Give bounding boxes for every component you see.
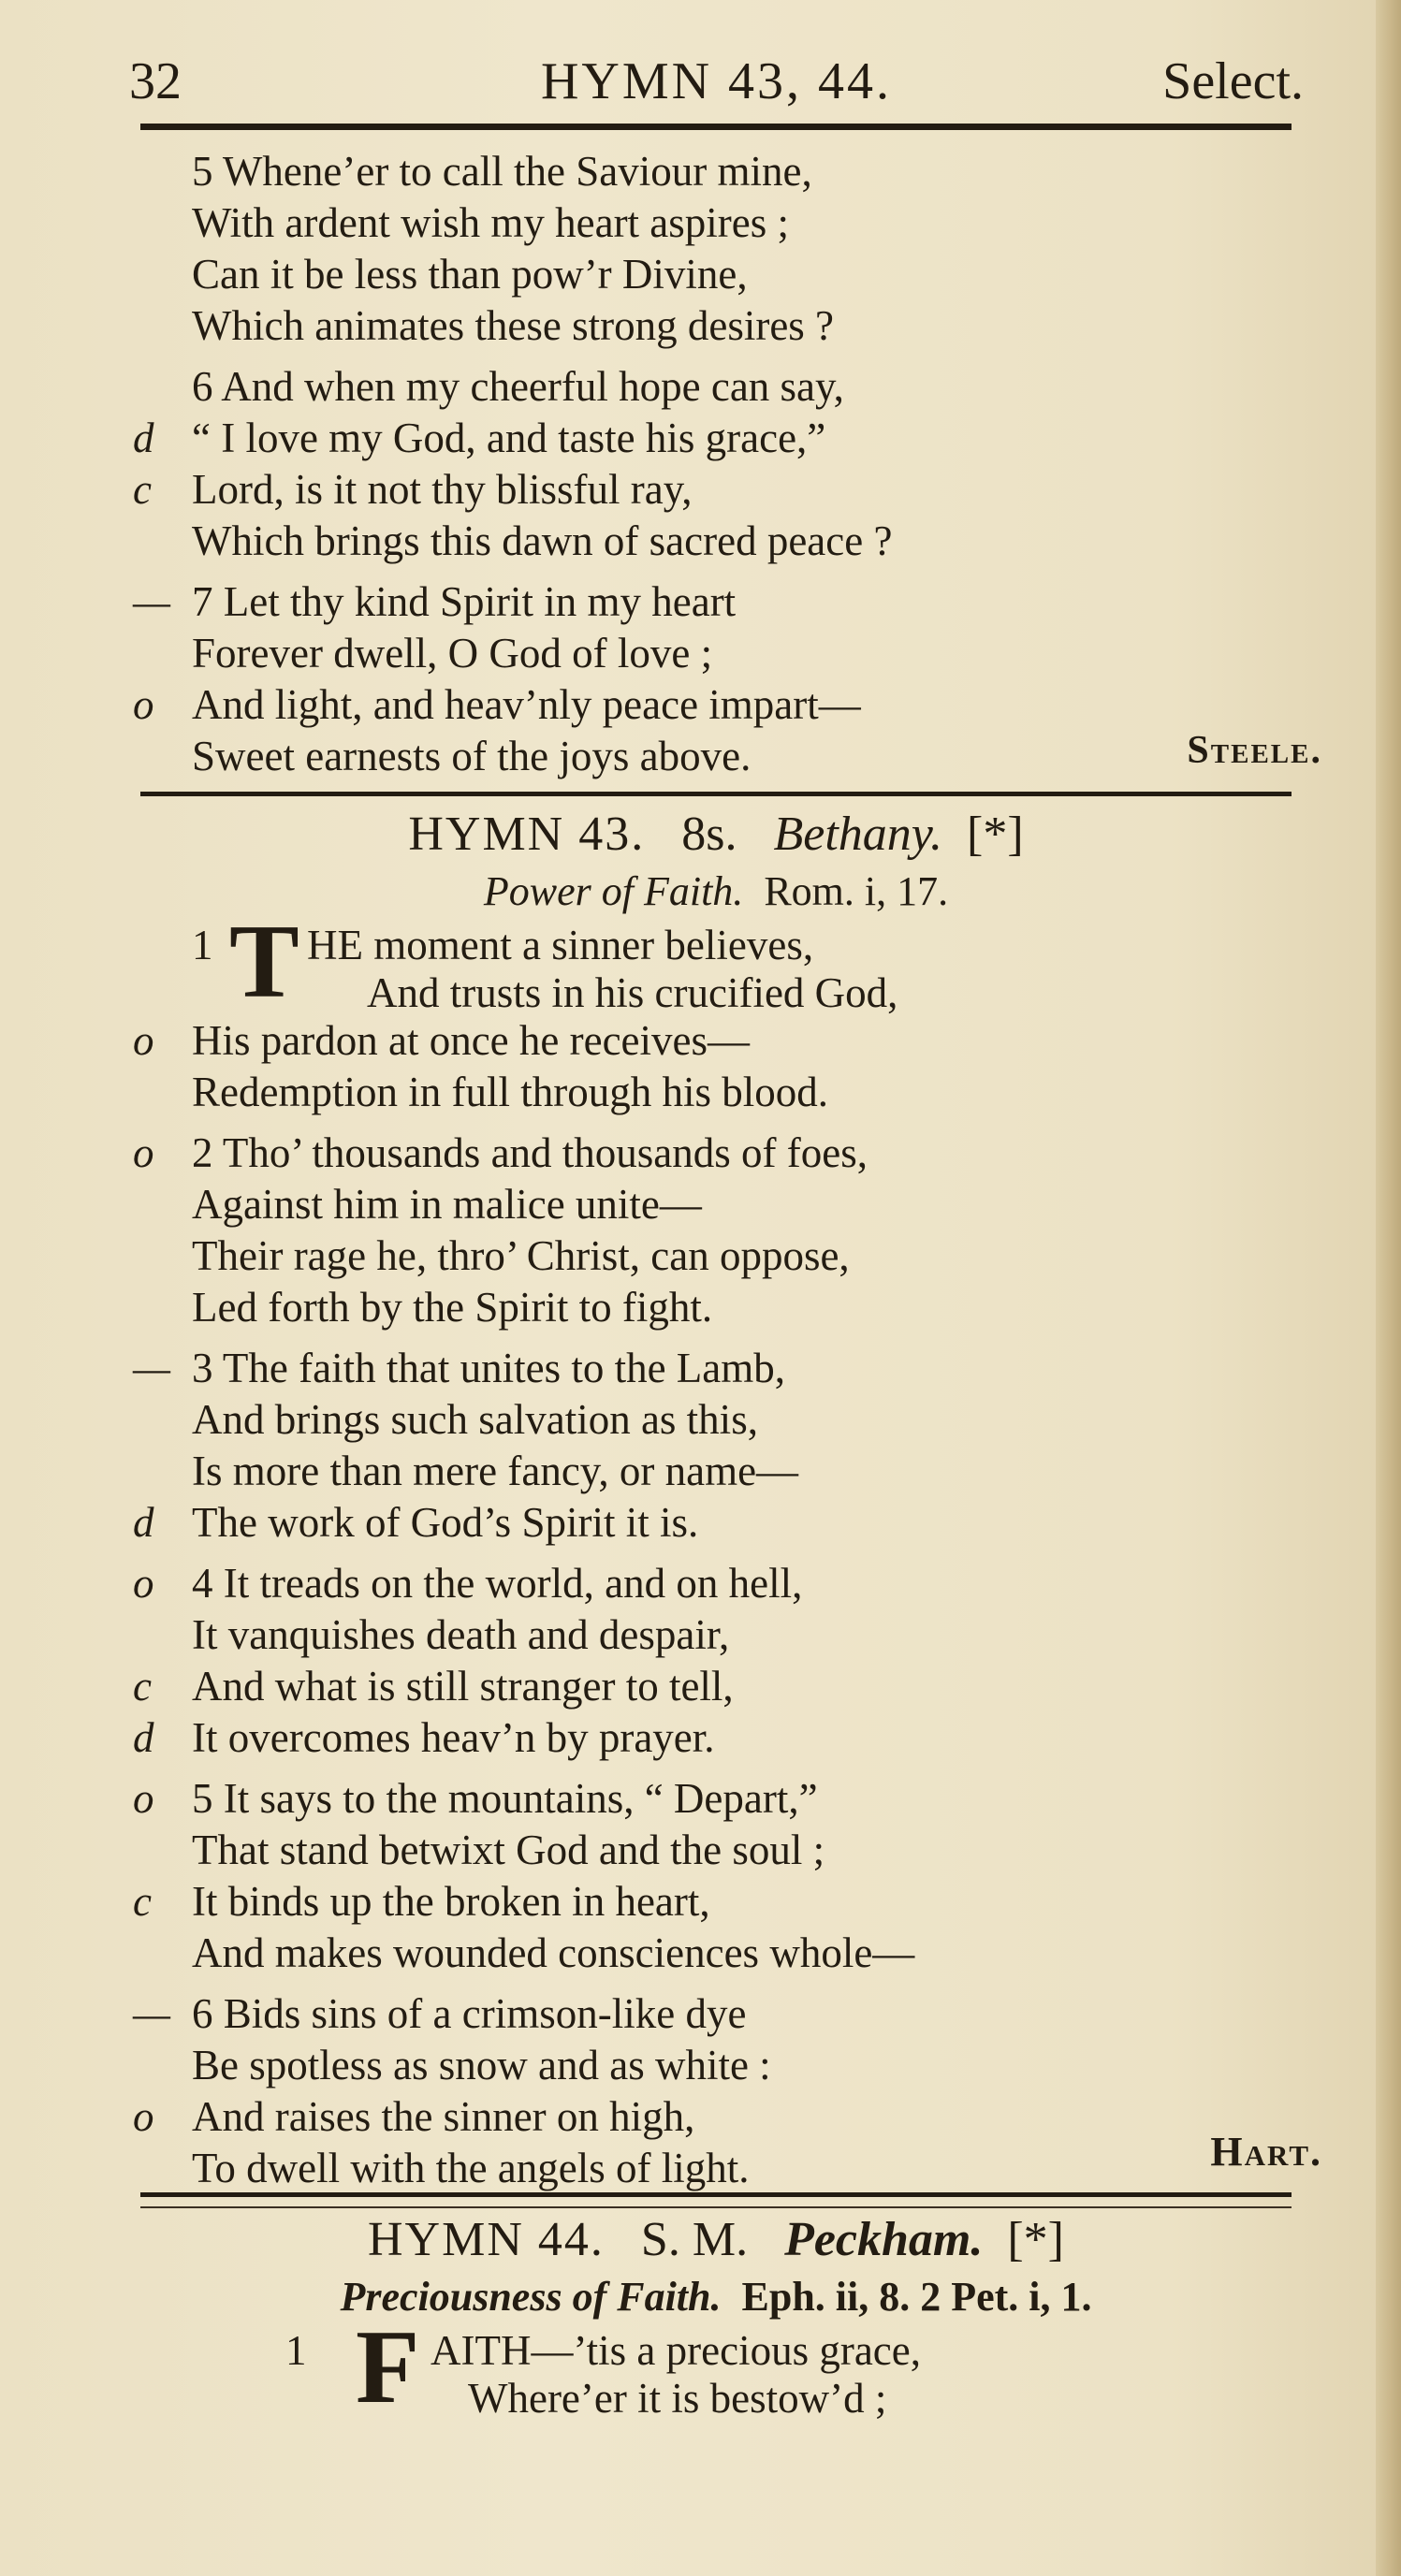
verse-line: [0, 2039, 1376, 2091]
verse-text: To dwell with the angels of light.: [192, 2145, 750, 2191]
verse-line: [0, 1772, 1376, 1825]
hymn44-reference: Eph. ii, 8. 2 Pet. i, 1.: [741, 2274, 1092, 2320]
hymn43-reference: Rom. i, 17.: [764, 868, 949, 914]
verse-text: Be spotless as snow and as white :: [192, 2042, 771, 2088]
verse-text: The work of God’s Spirit it is.: [192, 1499, 699, 1546]
verse-line: [0, 627, 1376, 679]
verse-line: [0, 1496, 1376, 1549]
verse-line: [0, 360, 1376, 413]
verse-line: [0, 1178, 1376, 1230]
expression-mark: d: [133, 1499, 154, 1546]
verse-text: And what is still stranger to tell,: [192, 1663, 734, 1710]
verse-text: Lord, is it not thy blissful ray,: [192, 466, 693, 513]
verse-line: [0, 1127, 1376, 1179]
expression-mark: d: [133, 1714, 154, 1761]
verse-text: 7 Let thy kind Spirit in my heart: [192, 578, 737, 625]
expression-mark: d: [133, 415, 154, 461]
verse-line: [0, 1445, 1376, 1497]
expression-mark: o: [133, 1129, 154, 1176]
verse-text: Is more than mere fancy, or name—: [192, 1448, 799, 1494]
hymn44-flag: [*]: [1007, 2213, 1064, 2266]
running-title: HYMN 43, 44.: [540, 52, 893, 110]
verse-text: And brings such salvation as this,: [192, 1396, 758, 1443]
verse-text: 5 Whene’er to call the Saviour mine,: [192, 148, 812, 195]
verse-line: [0, 299, 1376, 352]
hymn43-second-line: And trusts in his crucified God,: [367, 969, 898, 1016]
header-rule: [140, 124, 1292, 130]
verse-text: And raises the sinner on high,: [192, 2093, 695, 2140]
verse-text: It overcomes heav’n by prayer.: [192, 1714, 715, 1761]
hymn44-second-line-wrap: [0, 2372, 1376, 2424]
expression-mark: o: [133, 2093, 154, 2140]
verse-line: [0, 678, 1376, 731]
verse-text: 4 It treads on the world, and on hell,: [192, 1560, 803, 1607]
hymn43-heading: [140, 807, 1292, 863]
section-label: Select.: [1162, 52, 1304, 110]
verse-line: [0, 1660, 1376, 1712]
verse-text: And light, and heav’nly peace impart—: [192, 681, 861, 728]
verse-text: Sweet earnests of the joys above.: [192, 733, 752, 779]
verse-text: Can it be less than pow’r Divine,: [192, 251, 748, 298]
verse-text: Their rage he, thro’ Christ, can oppose,: [192, 1232, 850, 1279]
hymn43-first-line-wrap: [0, 919, 1376, 971]
hymn43-meter: 8s.: [681, 808, 737, 861]
expression-mark: o: [133, 1560, 154, 1607]
verse-line: [0, 1987, 1376, 2040]
verse-text: Against him in malice unite—: [192, 1181, 702, 1228]
verse-line: [0, 1230, 1376, 1282]
hymn43-second-line-wrap: [0, 967, 1376, 1019]
verse-line: [0, 575, 1376, 628]
verse-text: 5 It says to the mountains, “ Depart,”: [192, 1775, 818, 1822]
verse-line: [0, 1066, 1376, 1118]
expression-mark: —: [133, 1345, 171, 1391]
hymn44-dropcap: F: [356, 2309, 420, 2425]
hymn44-stanza-number: 1: [285, 2327, 307, 2374]
verse-line: [0, 463, 1376, 516]
hymn43-tune: Bethany.: [773, 808, 943, 861]
hymn44-number: HYMN 44.: [368, 2213, 605, 2266]
hymn43-flag: [*]: [967, 808, 1024, 861]
expression-mark: c: [133, 1663, 152, 1710]
hymn44-tune: Peckham.: [784, 2213, 984, 2266]
verse-text: Which animates these strong desires ?: [192, 302, 835, 349]
verse-line: [0, 1281, 1376, 1333]
verse-text: 6 Bids sins of a crimson-like dye: [192, 1990, 747, 2037]
verse-line: [0, 1342, 1376, 1394]
hymn44-topic: Preciousness of Faith.: [340, 2274, 722, 2320]
hymn43-topic: Power of Faith.: [483, 868, 744, 914]
hymn44-first-line: AITH—’tis a precious grace,: [431, 2327, 921, 2374]
verse-text: Which brings this dawn of sacred peace ?: [192, 517, 893, 564]
expression-mark: c: [133, 466, 152, 513]
verse-line: [0, 1557, 1376, 1609]
verse-line: [0, 1824, 1376, 1876]
page-number: 32: [129, 52, 182, 110]
verse-line: [0, 2090, 1376, 2143]
verse-line: [0, 412, 1376, 464]
verse-line: [0, 196, 1376, 249]
verse-line: [0, 1393, 1376, 1446]
verse-line: [0, 1875, 1376, 1928]
verse-line: [0, 1927, 1376, 1979]
verse-text: With ardent wish my heart aspires ;: [192, 199, 790, 246]
hymn-prev-author: Steele.: [1187, 729, 1322, 772]
hymn44-first-line-wrap: [0, 2324, 1376, 2377]
verse-line: [0, 515, 1376, 567]
hymn44-heading: [140, 2212, 1292, 2268]
page-edge: [1376, 0, 1401, 2576]
hymn43-dropcap: T: [229, 904, 299, 1020]
verse-text: Redemption in full through his blood.: [192, 1069, 828, 1115]
verse-text: Forever dwell, O God of love ;: [192, 630, 713, 677]
verse-text: It vanquishes death and despair,: [192, 1611, 730, 1658]
expression-mark: —: [133, 1990, 171, 2037]
expression-mark: o: [133, 1775, 154, 1822]
verse-text: 3 The faith that unites to the Lamb,: [192, 1345, 786, 1391]
verse-line: [0, 1608, 1376, 1661]
section-rule-2-thin: [140, 2206, 1292, 2208]
hymn43-subheading: [140, 866, 1292, 917]
expression-mark: o: [133, 681, 154, 728]
expression-mark: —: [133, 578, 171, 625]
verse-line: [0, 248, 1376, 300]
section-rule-2: [140, 2192, 1292, 2197]
verse-text: Led forth by the Spirit to fight.: [192, 1284, 713, 1331]
hymn43-author: Hart.: [1210, 2129, 1322, 2175]
verse-text: And makes wounded consciences whole—: [192, 1929, 915, 1976]
section-rule: [140, 792, 1292, 796]
hymn43-stanza-number: 1: [192, 922, 213, 968]
verse-text: It binds up the broken in heart,: [192, 1878, 710, 1925]
verse-line: [0, 2142, 1376, 2194]
hymn44-second-line: Where’er it is bestow’d ;: [468, 2375, 887, 2422]
hymn44-meter: S. M.: [640, 2213, 749, 2266]
verse-text: “ I love my God, and taste his grace,”: [192, 415, 826, 461]
hymn43-number: HYMN 43.: [408, 808, 646, 861]
hymn43-first-line: HE moment a sinner believes,: [307, 922, 814, 968]
verse-line: [0, 730, 1376, 782]
expression-mark: o: [133, 1017, 154, 1064]
running-header: [129, 45, 1304, 118]
verse-text: His pardon at once he receives—: [192, 1017, 751, 1064]
verse-line: [0, 1711, 1376, 1764]
hymn44-subheading: [140, 2272, 1292, 2322]
verse-text: 2 Tho’ thousands and thousands of foes,: [192, 1129, 868, 1176]
expression-mark: c: [133, 1878, 152, 1925]
verse-text: 6 And when my cheerful hope can say,: [192, 363, 844, 410]
verse-line: [0, 145, 1376, 197]
verse-line: [0, 1014, 1376, 1067]
verse-text: That stand betwixt God and the soul ;: [192, 1826, 825, 1873]
